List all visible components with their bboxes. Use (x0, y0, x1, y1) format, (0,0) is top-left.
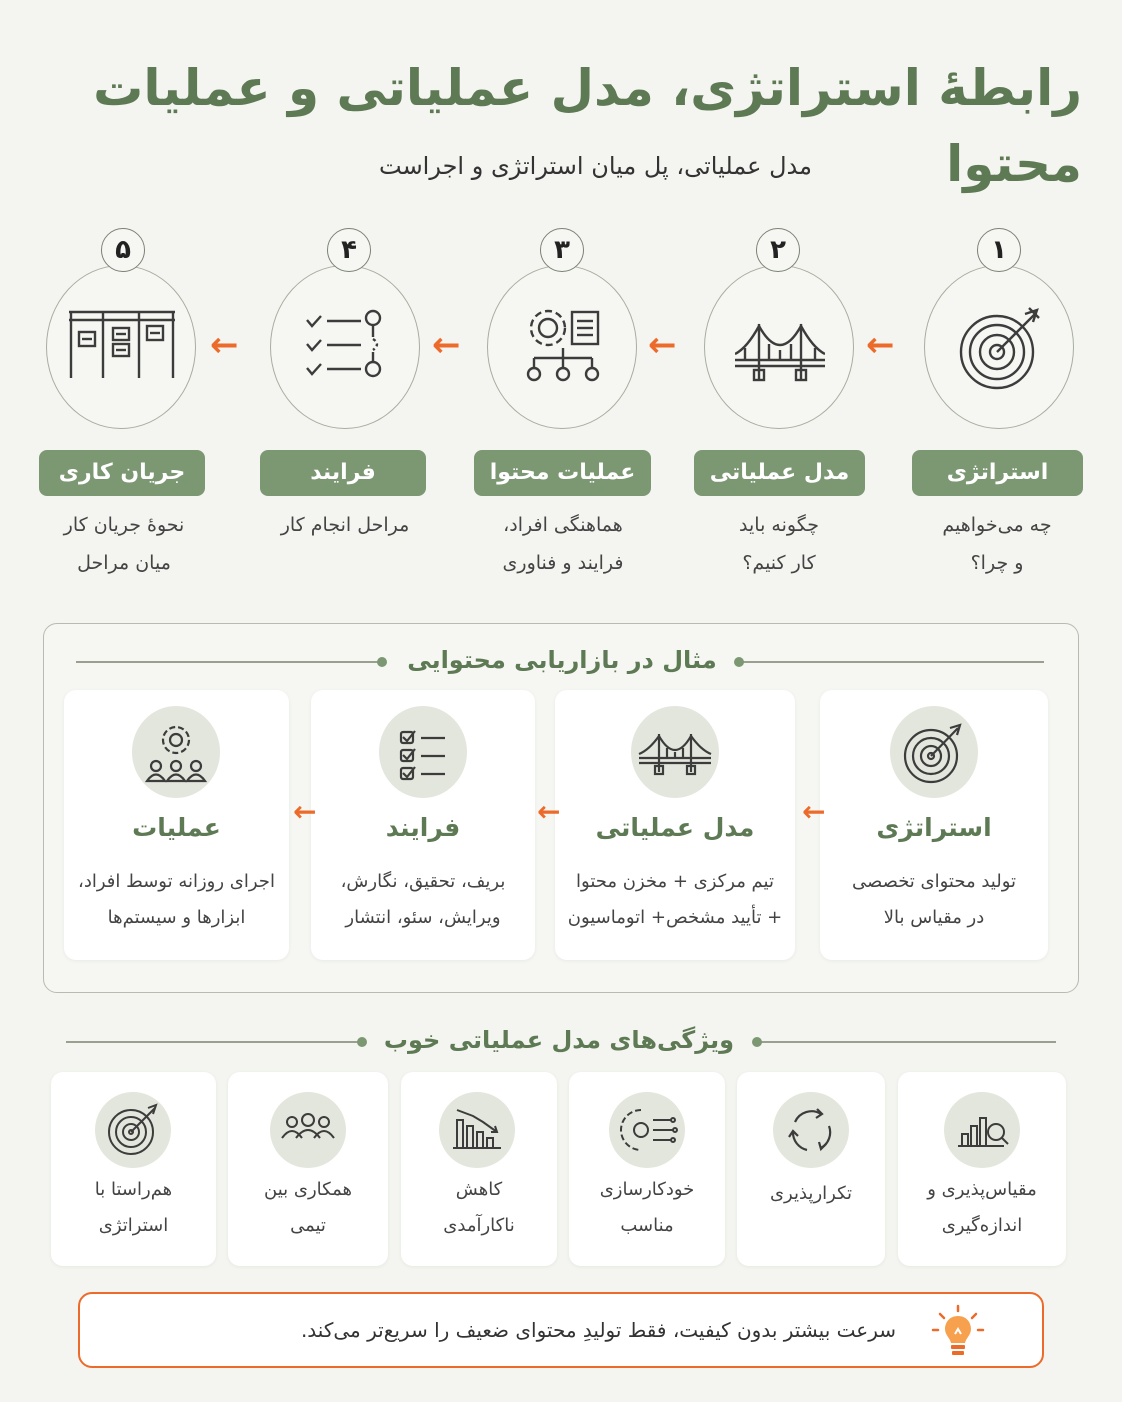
step-label-content-operations: عملیات محتوا (474, 450, 651, 496)
step-label-operating-model: مدل عملیاتی (694, 450, 865, 496)
icon-circle (95, 1092, 171, 1168)
page-subtitle: مدل عملیاتی، پل میان استراتژی و اجراست (379, 152, 812, 180)
kanban-board-icon (67, 304, 177, 392)
step-description: مراحل انجام کار (280, 514, 410, 536)
feature-card (51, 1072, 216, 1266)
tip-text: سرعت بیشتر بدون کیفیت، فقط تولیدِ محتوای ضعیف را سریع‌تر می‌کند. (300, 1318, 896, 1342)
step-number-2: ۲ (756, 228, 800, 272)
arrow-left-icon: ← (537, 795, 561, 828)
divider-dot (734, 657, 744, 667)
example-card-title: فرایند (385, 813, 461, 842)
feature-card (228, 1072, 388, 1266)
step-circle-strategy (924, 265, 1074, 429)
gear-document-icon (518, 304, 608, 392)
arrow-left-icon: ← (802, 795, 826, 828)
step-description: چگونه باید کار کنیم؟ (739, 514, 819, 574)
target-icon (95, 1092, 171, 1168)
icon-circle (631, 706, 719, 798)
features-heading: ویژگی‌های مدل عملیاتی خوب (372, 1020, 746, 1060)
step-number-3: ۳ (540, 228, 584, 272)
divider (76, 661, 386, 663)
step-number-5: ۵ (101, 228, 145, 272)
feature-card (898, 1072, 1066, 1266)
divider (66, 1041, 362, 1043)
feature-text: همکاری بین تیمی (264, 1179, 352, 1236)
tip-callout (78, 1292, 1044, 1368)
arrow-left-icon: ← (293, 795, 317, 828)
checklist-process-icon (301, 304, 391, 392)
page-title: رابطهٔ استراتژی، مدل عملیاتی و عملیات محتوا (93, 59, 1082, 193)
team-icon (270, 1092, 346, 1168)
target-icon (955, 304, 1045, 392)
example-card-operating-model (555, 690, 795, 960)
icon-circle (773, 1092, 849, 1168)
example-card-text: تیم مرکزی + مخزن محتوا + تأیید مشخص+ اتوماسیون (567, 871, 783, 928)
declining-chart-icon (439, 1092, 515, 1168)
feature-text: خودکارسازی مناسب (599, 1179, 695, 1236)
icon-circle (132, 706, 220, 798)
example-card-strategy (820, 690, 1048, 960)
bridge-icon (631, 706, 719, 798)
icon-circle (890, 706, 978, 798)
icon-circle (439, 1092, 515, 1168)
step-circle-content-operations (487, 265, 637, 429)
step-circle-process (270, 265, 420, 429)
cycle-arrows-icon (773, 1092, 849, 1168)
divider (736, 661, 1044, 663)
feature-text: هم‌راستا با استراتژی (94, 1179, 173, 1236)
divider-dot (752, 1037, 762, 1047)
target-icon (890, 706, 978, 798)
arrow-left-icon: ← (648, 325, 677, 365)
step-circle-workflow (46, 265, 196, 429)
feature-card (569, 1072, 725, 1266)
divider-dot (357, 1037, 367, 1047)
divider (756, 1041, 1056, 1043)
arrow-left-icon: ← (432, 325, 461, 365)
chart-magnifier-icon (944, 1092, 1020, 1168)
feature-text: مقیاس‌پذیری و اندازه‌گیری (927, 1179, 1037, 1236)
step-description: نحوهٔ جریان کار میان مراحل (63, 514, 185, 574)
example-heading: مثال در بازاریابی محتوایی (396, 640, 728, 680)
gear-team-icon (132, 706, 220, 798)
step-number-1: ۱ (977, 228, 1021, 272)
example-card-text: بریف، تحقیق، نگارش، ویرایش، سئو، انتشار (340, 871, 506, 928)
example-card-text: تولید محتوای تخصصی در مقیاس بالا (851, 871, 1017, 928)
step-label-process: فرایند (260, 450, 426, 496)
example-card-operations (64, 690, 289, 960)
step-description: چه می‌خواهیم و چرا؟ (942, 514, 1052, 574)
icon-circle (270, 1092, 346, 1168)
icon-circle (609, 1092, 685, 1168)
step-label-workflow: جریان کاری (39, 450, 205, 496)
automation-gear-icon (609, 1092, 685, 1168)
step-circle-operating-model (704, 265, 854, 429)
icon-circle (944, 1092, 1020, 1168)
icon-circle (379, 706, 467, 798)
feature-card (737, 1072, 885, 1266)
example-card-text: اجرای روزانه توسط افراد، ابزارها و سیستم‌ها (78, 871, 275, 928)
example-card-title: عملیات (132, 813, 221, 842)
feature-text: تکرارپذیری (769, 1183, 853, 1204)
divider-dot (377, 657, 387, 667)
checklist-icon (379, 706, 467, 798)
lightbulb-icon (930, 1304, 986, 1360)
bridge-icon (735, 304, 825, 392)
feature-text: کاهش ناکارآمدی (443, 1179, 515, 1236)
step-description: هماهنگی افراد، فرایند و فناوری (502, 514, 624, 574)
step-number-4: ۴ (327, 228, 371, 272)
arrow-left-icon: ← (210, 325, 239, 365)
step-label-strategy: استراتژی (912, 450, 1083, 496)
feature-card (401, 1072, 557, 1266)
arrow-left-icon: ← (866, 325, 895, 365)
example-card-process (311, 690, 535, 960)
example-card-title: مدل عملیاتی (595, 813, 755, 842)
example-card-title: استراتژی (876, 813, 992, 842)
